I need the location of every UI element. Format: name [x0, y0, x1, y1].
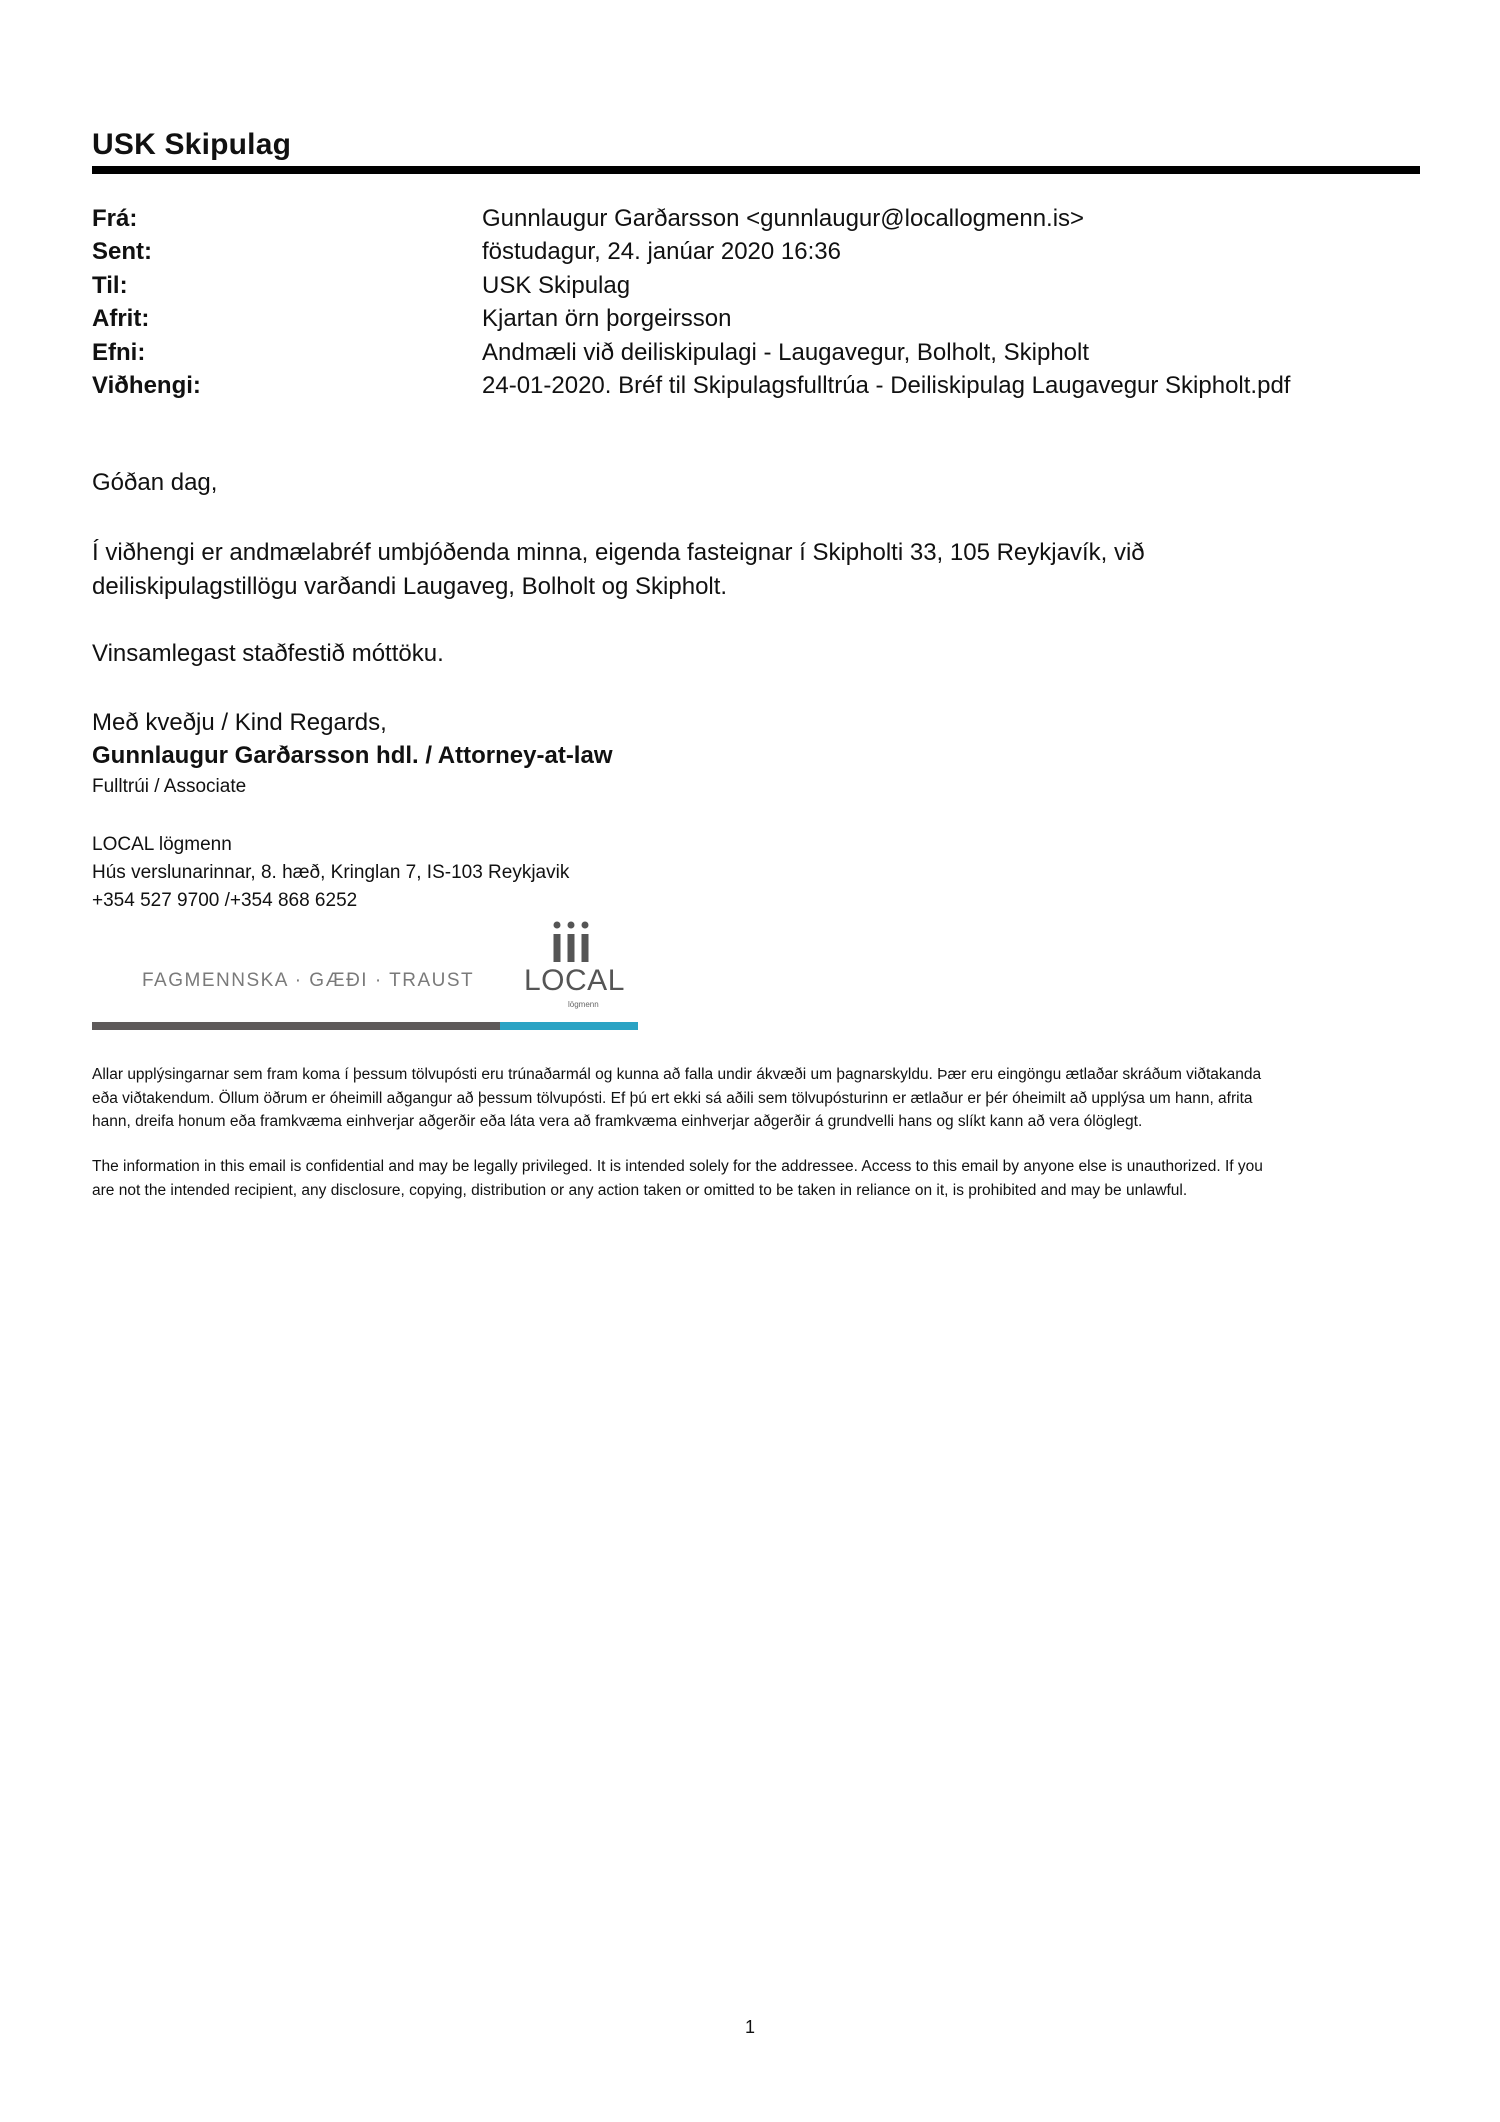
- signature-name: Gunnlaugur Garðarsson hdl. / Attorney-at-law: [92, 742, 613, 769]
- body-paragraph: [92, 536, 1392, 604]
- disclaimer-line: The information in this email is confidential and may be legally privileged. It is intended solely for the addressee. Access to this email by anyone else is unauthorized. If you: [92, 1158, 1263, 1175]
- sent-row: [92, 236, 1422, 270]
- to-row: [92, 269, 1422, 303]
- from-label: Frá:: [92, 204, 138, 232]
- from-row: [92, 202, 1422, 236]
- banner-bar-gray: [92, 1022, 500, 1030]
- to-value: USK Skipulag: [482, 271, 631, 299]
- subject-value: Andmæli við deiliskipulagi - Laugavegur, Bolholt, Skipholt: [482, 338, 1090, 366]
- sent-label: Sent:: [92, 238, 152, 266]
- attachment-label: Viðhengi:: [92, 372, 201, 400]
- disclaimer-line: are not the intended recipient, any disclosure, copying, distribution or any action taken or omitted to be taken in reliance on it, is prohibited and may be unlawful.: [92, 1181, 1188, 1199]
- firm-address: Hús verslunarinnar, 8. hæð, Kringlan 7, IS-103 Reykjavik: [92, 862, 570, 883]
- disclaimer-line: eða viðtakendum. Öllum öðrum er óheimill aðgangur að þessum tölvupósti. Ef þú ert ekki sá aðili sem tölvupósturinn er ætlaður er þér óheimilt að upplýsa um hann, afrita: [92, 1089, 1253, 1107]
- header-rule: [92, 166, 1420, 174]
- confirmation-request: Vinsamlegast staðfestið móttöku.: [92, 640, 444, 667]
- to-label: Til:: [92, 271, 128, 299]
- cc-row: [92, 303, 1422, 337]
- sent-value: föstudagur, 24. janúar 2020 16:36: [482, 238, 841, 266]
- firm-name: LOCAL lögmenn: [92, 834, 232, 855]
- email-header-fields: [92, 202, 1422, 403]
- disclaimer-line: Allar upplýsingarnar sem fram koma í þessum tölvupósti eru trúnaðarmál og kunna að falla undir ákvæði um þagnarskyldu. Þær eru eingöngu ætlaðar skráðum viðtakanda: [92, 1066, 1262, 1083]
- local-logo-icon: [551, 920, 591, 964]
- subject-label: Efni:: [92, 338, 146, 366]
- cc-label: Afrit:: [92, 305, 150, 333]
- body-paragraph-line: Í viðhengi er andmælabréf umbjóðenda minna, eigenda fasteignar í Skipholti 33, 105 Reykjavík, við: [92, 539, 1145, 566]
- page-number: 1: [744, 2017, 755, 2037]
- body-paragraph-line: deiliskipulagstillögu varðandi Laugaveg, Bolholt og Skipholt.: [92, 573, 728, 600]
- closing-line: Með kveðju / Kind Regards,: [92, 709, 387, 736]
- banner-logo-subtitle: lögmenn: [568, 1000, 599, 1009]
- firm-contact: [92, 831, 569, 915]
- attachment-value: 24-01-2020. Bréf til Skipulagsfulltrúa - Deiliskipulag Laugavegur Skipholt.pdf: [482, 372, 1291, 400]
- attachment-row: [92, 370, 1422, 404]
- disclaimer-icelandic: [92, 1063, 1422, 1134]
- banner-motto: FAGMENNSKA · GÆÐI · TRAUST: [142, 970, 475, 991]
- subject-row: [92, 336, 1422, 370]
- banner-bar-blue: [500, 1022, 638, 1030]
- signature-title: Fulltrúi / Associate: [92, 776, 247, 797]
- from-value: Gunnlaugur Garðarsson <gunnlaugur@locallogmenn.is>: [482, 204, 1085, 232]
- firm-phone: +354 527 9700 /+354 868 6252: [92, 890, 358, 911]
- firm-banner: [92, 912, 638, 1034]
- page-title: USK Skipulag: [92, 128, 292, 161]
- disclaimer-line: hann, dreifa honum eða framkvæma einhverjar aðgerðir eða láta vera að framkvæma einhverjar aðgerðir á grundvelli hans og slíkt kann að vera ólöglegt.: [92, 1113, 1143, 1130]
- greeting: Góðan dag,: [92, 469, 218, 496]
- banner-logo-text: LOCAL: [524, 964, 625, 997]
- cc-value: Kjartan örn þorgeirsson: [482, 305, 732, 333]
- disclaimer-english: [92, 1155, 1422, 1202]
